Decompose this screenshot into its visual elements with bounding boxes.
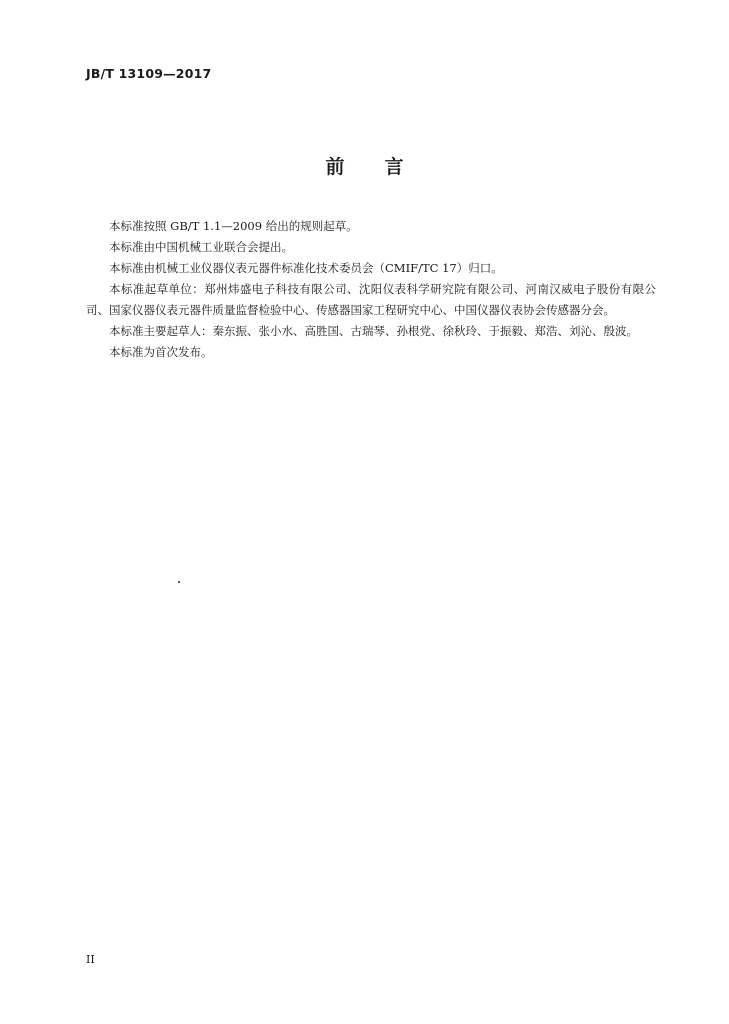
page-title	[0, 152, 729, 179]
paragraph-first-release: 本标准为首次发布。	[109, 345, 213, 359]
title-char-2: 言	[384, 156, 404, 178]
paragraph-drafters: 本标准主要起草人：秦东振、张小水、高胜国、古瑞琴、孙根党、徐秋玲、于振毅、郑浩、刘沁、殷波。	[109, 324, 638, 338]
paragraph-proposer: 本标准由中国机械工业联合会提出。	[109, 240, 293, 254]
scan-speck	[178, 581, 180, 583]
page-number: II	[86, 953, 95, 966]
paragraph-drafting-rules: 本标准按照 GB/T 1.1—2009 给出的规则起草。	[109, 219, 358, 233]
paragraph-drafting-units: 本标准起草单位：郑州炜盛电子科技有限公司、沈阳仪表科学研究院有限公司、河南汉威电子股份有限公司、国家仪器仪表元器件质量监督检验中心、传感器国家工程研究中心、中国仪器仪表协会传感器分会。	[86, 282, 656, 317]
paragraph-technical-committee: 本标准由机械工业仪器仪表元器件标准化技术委员会（CMIF/TC 17）归口。	[109, 261, 503, 275]
title-char-1: 前	[325, 156, 345, 178]
foreword-body	[86, 216, 656, 363]
standard-number: JB/T 13109—2017	[86, 66, 212, 81]
